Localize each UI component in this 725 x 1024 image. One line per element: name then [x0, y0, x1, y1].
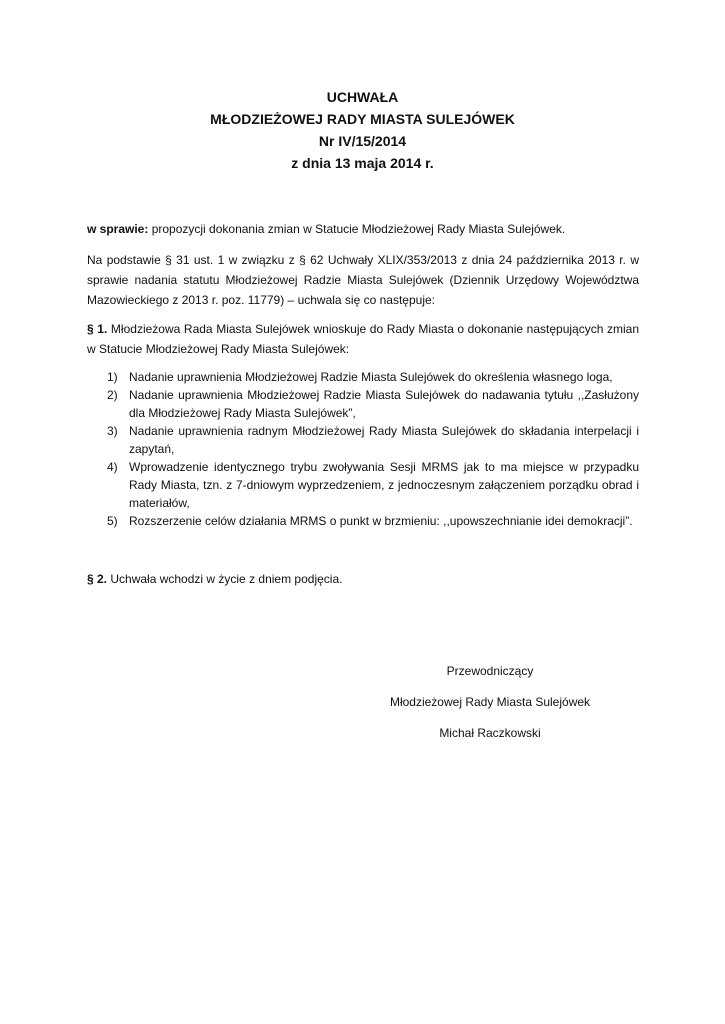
list-item-number: 5)	[107, 514, 118, 528]
list-item-text: Nadanie uprawnienia Młodzieżowej Radzie Miasta Sulejówek do nadawania tytułu ,,Zasłużony dla Młodzieżowej Rady Miasta Sulejówek”,	[129, 388, 639, 420]
signature-role: Przewodniczący	[446, 664, 534, 678]
signature-block	[362, 661, 618, 754]
section-1-label: § 1.	[87, 322, 108, 336]
subject-text: propozycji dokonania zmian w Statucie Młodzieżowej Rady Miasta Sulejówek.	[148, 222, 566, 236]
list-item-number: 3)	[107, 424, 118, 438]
resolution-title	[0, 86, 725, 174]
subject-label: w sprawie:	[87, 222, 149, 236]
section-1-text: Młodzieżowa Rada Miasta Sulejówek wnioskuje do Rady Miasta o dokonanie następujących zmian w Statucie Młodzieżowej Rady Miasta Sulejówek:	[87, 322, 640, 356]
list-item-number: 2)	[107, 388, 118, 402]
section-2-label: § 2.	[87, 572, 108, 586]
list-item	[107, 458, 639, 512]
list-item	[107, 512, 639, 530]
list-item-text: Nadanie uprawnienia radnym Młodzieżowej Rady Miasta Sulejówek do składania interpelacji i zapytań,	[129, 424, 639, 456]
section-2-paragraph	[87, 569, 639, 589]
list-item-number: 4)	[107, 460, 118, 474]
title-line-date: z dnia 13 maja 2014 r.	[291, 155, 434, 171]
list-item	[107, 422, 639, 458]
list-item-text: Nadanie uprawnienia Młodzieżowej Radzie Miasta Sulejówek do określenia własnego loga,	[129, 370, 613, 384]
title-line-organ: MŁODZIEŻOWEJ RADY MIASTA SULEJÓWEK	[210, 111, 515, 127]
subject-paragraph	[87, 219, 639, 239]
signature-name: Michał Raczkowski	[439, 726, 541, 740]
legal-basis-paragraph: Na podstawie § 31 ust. 1 w związku z § 62 Uchwały XLIX/353/2013 z dnia 24 października 2013 r. w sprawie nadania statutu Młodzieżowej Radzie Miasta Sulejówek (Dziennik Urzędowy Województwa Mazowieckiego z 2013 r. poz. 11779) – uchwala się co następuje:	[87, 253, 639, 307]
signature-body: Młodzieżowej Rady Miasta Sulejówek	[389, 695, 591, 709]
section-2-text: Uchwała wchodzi w życie z dniem podjęcia.	[107, 572, 343, 586]
list-item-text: Wprowadzenie identycznego trybu zwoływania Sesji MRMS jak to ma miejsce w przypadku Rady Miasta, tzn. z 7-dniowym wyprzedzeniem, z jednoczesnym załączeniem porządku obrad i materiałów,	[129, 460, 639, 510]
amendments-list	[107, 368, 639, 530]
list-item-text: Rozszerzenie celów działania MRMS o punkt w brzmieniu: ,,upowszechnianie idei demokracji”.	[129, 514, 633, 528]
section-1-paragraph	[87, 319, 639, 359]
list-item	[107, 386, 639, 422]
list-item-number: 1)	[107, 370, 118, 384]
list-item	[107, 368, 639, 386]
title-line-number: Nr IV/15/2014	[318, 133, 407, 149]
title-line-uchwala: UCHWAŁA	[326, 89, 399, 105]
